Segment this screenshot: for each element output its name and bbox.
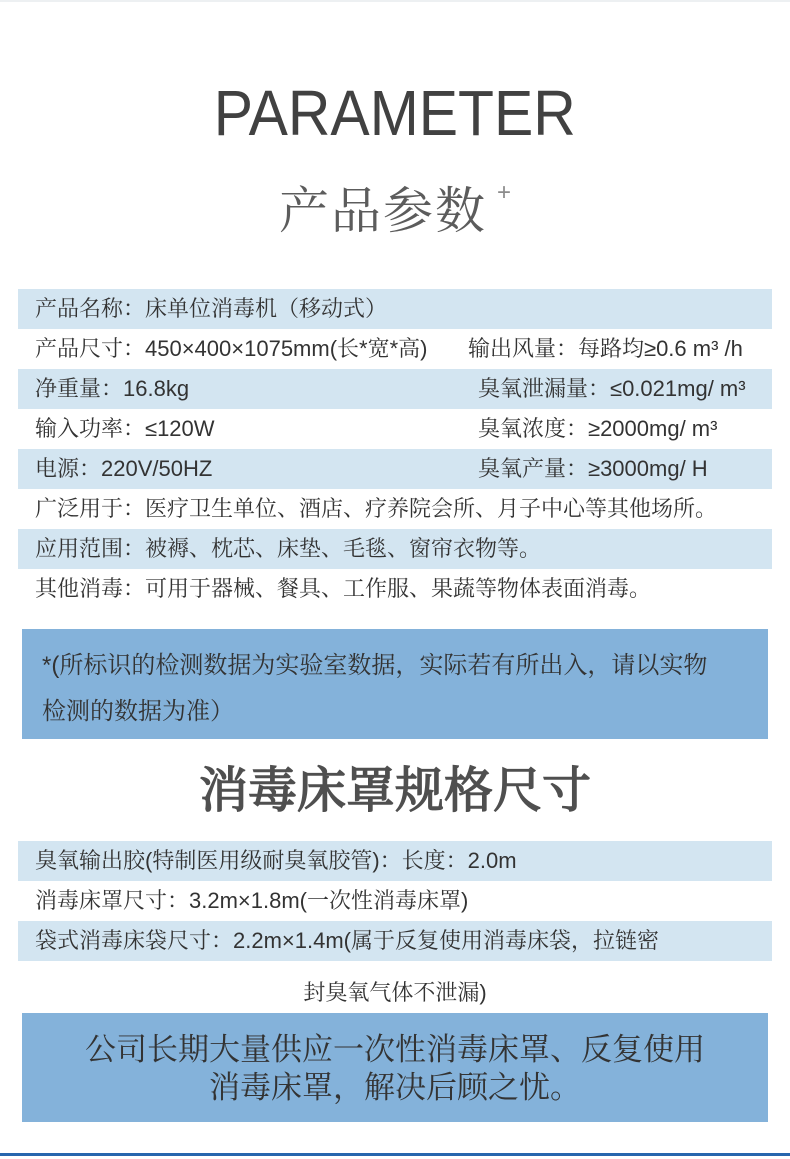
table-row xyxy=(18,881,772,921)
lab-data-notice xyxy=(22,629,768,739)
spec-cell: 输入功率：≤120W xyxy=(35,416,215,441)
spec-cell: 应用范围：被褥、枕芯、床垫、毛毯、窗帘衣物等。 xyxy=(35,536,542,561)
table-row xyxy=(18,921,772,961)
spec-cell: 臭氧浓度：≥2000mg/ m³ xyxy=(478,416,718,441)
table-row xyxy=(18,569,772,609)
page-title-cn: 产品参数 xyxy=(278,183,487,239)
notice-line: 检测的数据为准） xyxy=(42,698,234,725)
table-row xyxy=(18,529,772,569)
spec-cell: 臭氧泄漏量：≤0.021mg/ m³ xyxy=(478,376,746,401)
table-row xyxy=(18,409,772,449)
spec-cell: 其他消毒：可用于器械、餐具、工作服、果蔬等物体表面消毒。 xyxy=(35,576,652,601)
top-divider xyxy=(0,0,790,2)
table-row xyxy=(18,329,772,369)
table-row xyxy=(18,449,772,489)
page-header xyxy=(0,0,790,251)
spec-cell: 输出风量：每路均≥0.6 m³ /h xyxy=(468,336,743,361)
spec-cell: 净重量：16.8kg xyxy=(35,376,190,401)
spec-cell: 电源：220V/50HZ xyxy=(35,456,213,481)
table-row xyxy=(18,841,772,881)
cover-spec-table xyxy=(18,841,772,1009)
supply-banner xyxy=(22,1013,768,1122)
spec-cell: 消毒床罩尺寸：3.2m×1.8m(一次性消毒床罩) xyxy=(35,888,469,913)
notice-line: *(所标识的检测数据为实验室数据，实际若有所出入，请以实物 xyxy=(42,652,708,679)
page-title-en: PARAMETER xyxy=(213,77,577,149)
page-title-cn-wrap xyxy=(0,166,790,251)
table-row xyxy=(18,369,772,409)
spec-cell: 袋式消毒床袋尺寸：2.2m×1.4m(属于反复使用消毒床袋，拉链密 xyxy=(35,928,659,953)
spec-cell: 臭氧产量：≥3000mg/ H xyxy=(478,456,708,481)
table-row xyxy=(18,289,772,329)
wrapped-text-continuation: 封臭氧气体不泄漏) xyxy=(303,980,487,1005)
table-row xyxy=(18,489,772,529)
banner-line: 消毒床罩，解决后顾之忧。 xyxy=(209,1070,581,1105)
spec-cell: 臭氧输出胶(特制医用级耐臭氧胶管)：长度：2.0m xyxy=(35,848,517,873)
spec-cell: 产品名称：床单位消毒机（移动式） xyxy=(35,296,388,321)
spec-table xyxy=(18,289,772,609)
plus-superscript: + xyxy=(496,179,511,206)
bottom-accent-line xyxy=(0,1153,790,1156)
spec-cell: 产品尺寸：450×400×1075mm(长*宽*高) xyxy=(35,336,428,361)
section-heading: 消毒床罩规格尺寸 xyxy=(198,764,591,818)
banner-line: 公司长期大量供应一次性消毒床罩、反复使用 xyxy=(85,1032,705,1067)
spec-cell: 广泛用于：医疗卫生单位、酒店、疗养院会所、月子中心等其他场所。 xyxy=(35,496,718,521)
